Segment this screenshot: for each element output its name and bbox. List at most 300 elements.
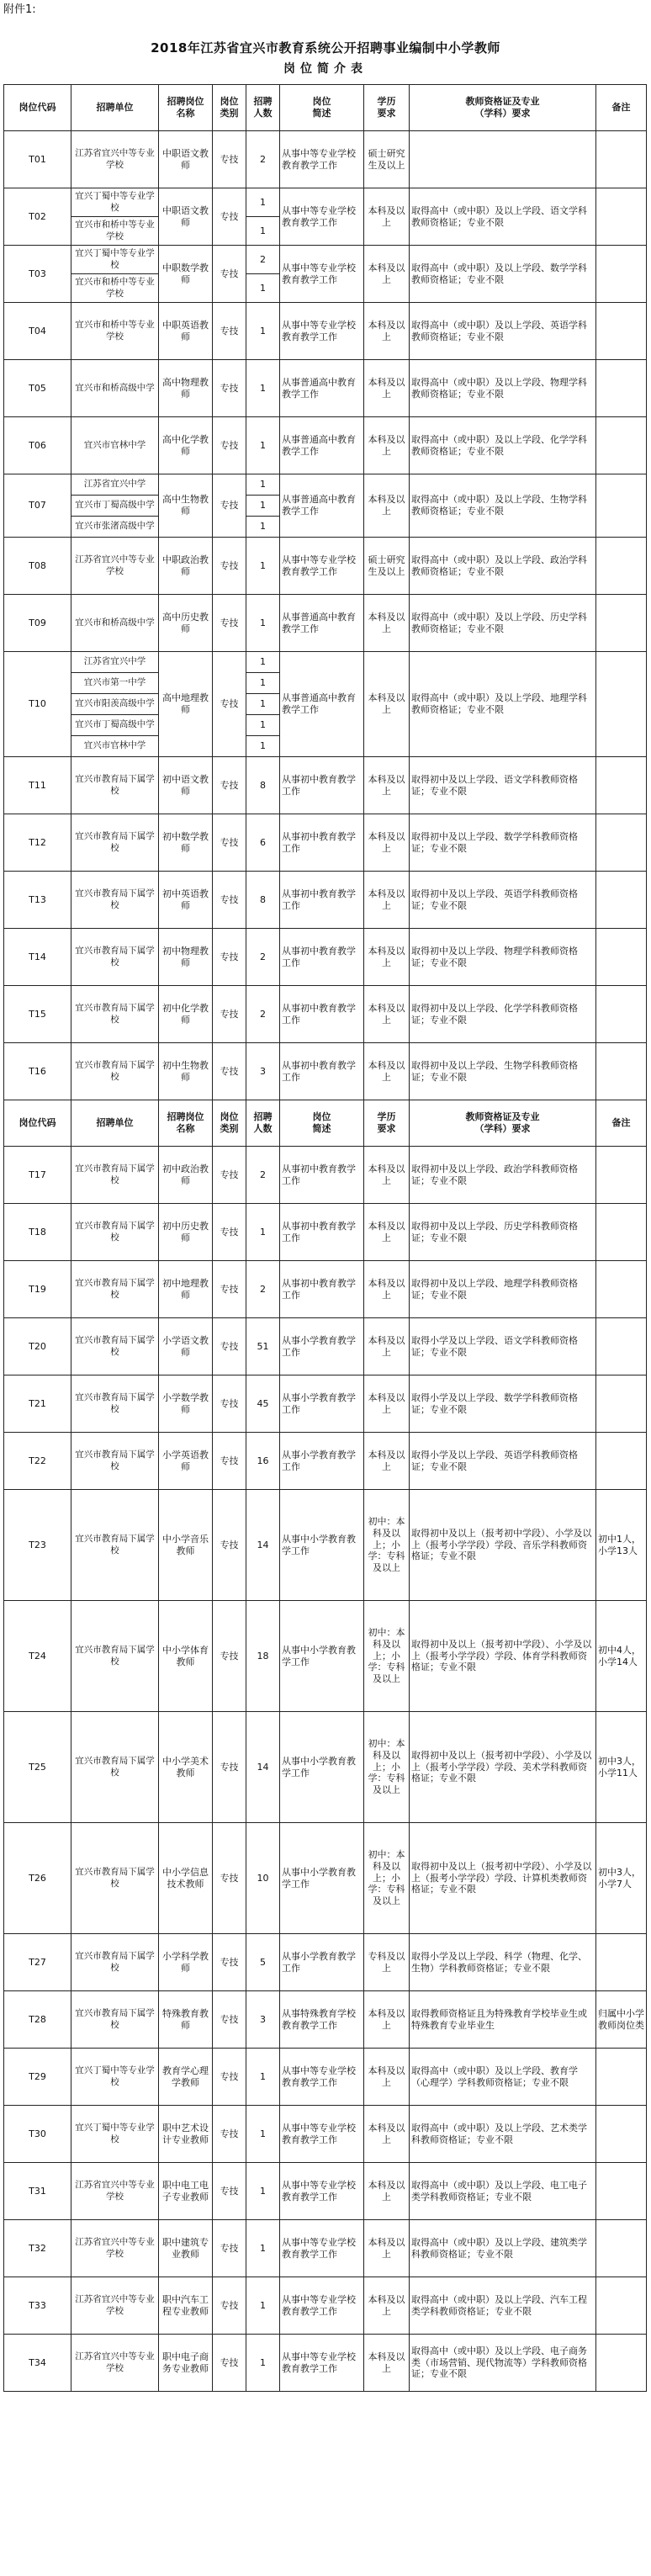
qualification-requirement: 取得初中及以上学段、历史学科教师资格证；专业不限 [410,1204,596,1261]
recruiting-unit: 江苏省宜兴中等专业学校 [71,2163,159,2220]
position-code: T30 [4,2106,71,2163]
education-requirement: 初中：本科及以上；小学：专科及以上 [364,1490,410,1601]
position-type: 专技 [213,652,246,757]
position-code: T26 [4,1823,71,1934]
education-requirement: 本科及以上 [364,2163,410,2220]
recruit-count: 1 [246,303,280,360]
recruiting-unit: 宜兴市教育局下属学校 [71,929,159,986]
position-duty: 从事中等专业学校教育教学工作 [280,538,364,595]
position-type: 专技 [213,2277,246,2335]
recruiting-unit: 宜兴丁蜀中等专业学校 [71,188,159,217]
header-count [246,85,280,131]
education-requirement: 本科及以上 [364,2335,410,2392]
recruiting-unit: 宜兴市丁蜀高级中学 [71,496,159,517]
education-requirement: 初中：本科及以上；小学：专科及以上 [364,1712,410,1823]
header-position-name [159,1100,213,1147]
recruit-count: 1 [246,715,280,736]
education-requirement: 本科及以上 [364,1433,410,1490]
document-subtitle: 岗位简介表 [283,62,368,76]
position-code: T08 [4,538,71,595]
position-duty: 从事特殊教育学校教育教学工作 [280,1991,364,2049]
header-position-type-top: 岗位 [220,1111,239,1123]
position-code: T02 [4,188,71,246]
remark [596,872,647,929]
education-requirement: 初中：本科及以上；小学：专科及以上 [364,1601,410,1712]
position-code: T11 [4,757,71,814]
qualification-requirement: 取得高中（或中职）及以上学段、生物学科教师资格证；专业不限 [410,474,596,538]
qualification-requirement: 取得高中（或中职）及以上学段、电子商务类（市场营销、现代物流等）学科教师资格证；专业不限 [410,2335,596,2392]
recruiting-unit: 江苏省宜兴中等专业学校 [71,538,159,595]
header-position-name-bottom: 名称 [176,1123,195,1134]
position-duty: 从事初中教育教学工作 [280,929,364,986]
remark [596,2049,647,2106]
recruiting-unit: 宜兴市张渚高级中学 [71,517,159,538]
header-duty-top: 岗位 [312,96,331,108]
position-code: T16 [4,1043,71,1100]
position-type: 专技 [213,303,246,360]
position-duty: 从事中等专业学校教育教学工作 [280,131,364,188]
recruiting-unit: 宜兴市教育局下属学校 [71,1934,159,1991]
position-code: T18 [4,1204,71,1261]
education-requirement: 本科及以上 [364,652,410,757]
position-duty: 从事普通高中教育教学工作 [280,595,364,652]
remark [596,1204,647,1261]
education-requirement: 初中：本科及以上；小学：专科及以上 [364,1823,410,1934]
position-name: 高中物理教师 [159,360,213,417]
position-duty: 从事普通高中教育教学工作 [280,652,364,757]
table-row [4,538,647,595]
recruiting-unit: 宜兴市和桥中等专业学校 [71,217,159,246]
header-education-top: 学历 [377,96,396,108]
header-note: 备注 [596,1100,647,1147]
education-requirement: 本科及以上 [364,2106,410,2163]
qualification-requirement: 取得高中（或中职）及以上学段、电工电子类学科教师资格证；专业不限 [410,2163,596,2220]
position-code: T14 [4,929,71,986]
position-name: 高中历史教师 [159,595,213,652]
education-requirement: 硕士研究生及以上 [364,131,410,188]
recruiting-unit: 江苏省宜兴中等专业学校 [71,131,159,188]
qualification-requirement: 取得小学及以上学段、语文学科教师资格证；专业不限 [410,1318,596,1375]
recruit-count: 5 [246,1934,280,1991]
qualification-requirement: 取得小学及以上学段、数学学科教师资格证；专业不限 [410,1375,596,1433]
position-type: 专技 [213,188,246,246]
position-code: T09 [4,595,71,652]
recruit-count: 8 [246,757,280,814]
education-requirement: 本科及以上 [364,1204,410,1261]
remark: 初中1人，小学13人 [596,1490,647,1601]
remark [596,1261,647,1318]
position-code: T25 [4,1712,71,1823]
position-code: T32 [4,2220,71,2277]
position-type: 专技 [213,2106,246,2163]
position-name: 中职政治教师 [159,538,213,595]
recruiting-unit: 宜兴丁蜀中等专业学校 [71,2106,159,2163]
remark [596,1934,647,1991]
remark [596,652,647,757]
recruiting-unit: 宜兴市官林中学 [71,417,159,474]
recruit-count: 3 [246,1043,280,1100]
position-type: 专技 [213,2335,246,2392]
header-count-top: 招聘 [253,1111,273,1123]
position-type: 专技 [213,1261,246,1318]
position-type: 专技 [213,1043,246,1100]
education-requirement: 本科及以上 [364,303,410,360]
recruit-count: 1 [246,736,280,757]
education-requirement: 本科及以上 [364,360,410,417]
position-code: T21 [4,1375,71,1433]
position-name: 初中政治教师 [159,1147,213,1204]
position-code: T28 [4,1991,71,2049]
position-type: 专技 [213,814,246,872]
qualification-requirement: 取得初中及以上学段、政治学科教师资格证；专业不限 [410,1147,596,1204]
recruiting-unit: 宜兴丁蜀中等专业学校 [71,2049,159,2106]
position-duty: 从事中等专业学校教育教学工作 [280,188,364,246]
position-duty: 从事普通高中教育教学工作 [280,474,364,538]
recruit-count: 3 [246,1991,280,2049]
position-code: T23 [4,1490,71,1601]
recruit-count: 2 [246,1261,280,1318]
position-duty: 从事初中教育教学工作 [280,1147,364,1204]
header-position-type [213,1100,246,1147]
position-duty: 从事中等专业学校教育教学工作 [280,303,364,360]
education-requirement: 本科及以上 [364,1147,410,1204]
header-position-name [159,85,213,131]
qualification-requirement: 取得初中及以上学段、数学学科教师资格证；专业不限 [410,814,596,872]
qualification-requirement: 取得小学及以上学段、英语学科教师资格证；专业不限 [410,1433,596,1490]
position-type: 专技 [213,1433,246,1490]
position-code: T34 [4,2335,71,2392]
education-requirement: 本科及以上 [364,2277,410,2335]
remark [596,1318,647,1375]
qualification-requirement: 取得小学及以上学段、科学（物理、化学、生物）学科教师资格证；专业不限 [410,1934,596,1991]
document-title: 2018年江苏省宜兴市教育系统公开招聘事业编制中小学教师 [151,40,500,56]
position-type: 专技 [213,986,246,1043]
recruiting-unit: 宜兴市教育局下属学校 [71,1375,159,1433]
header-qualification [410,1100,596,1147]
qualification-requirement: 取得初中及以上学段、物理学科教师资格证；专业不限 [410,929,596,986]
recruiting-unit: 宜兴市教育局下属学校 [71,1147,159,1204]
table-row [4,1318,647,1375]
remark [596,360,647,417]
position-duty: 从事中小学教育教学工作 [280,1712,364,1823]
education-requirement: 本科及以上 [364,474,410,538]
position-code: T31 [4,2163,71,2220]
recruit-count: 1 [246,517,280,538]
remark [596,929,647,986]
table-row [4,1375,647,1433]
table-row [4,1043,647,1100]
position-duty: 从事中等专业学校教育教学工作 [280,2335,364,2392]
table-row [4,929,647,986]
recruit-count: 6 [246,814,280,872]
position-code: T27 [4,1934,71,1991]
position-type: 专技 [213,1147,246,1204]
position-name: 小学科学教师 [159,1934,213,1991]
recruit-count: 2 [246,929,280,986]
qualification-requirement: 取得高中（或中职）及以上学段、物理学科教师资格证；专业不限 [410,360,596,417]
remark [596,474,647,538]
table-row [4,188,647,217]
position-name: 高中地理教师 [159,652,213,757]
remark [596,595,647,652]
recruiting-unit: 宜兴市教育局下属学校 [71,757,159,814]
position-code: T05 [4,360,71,417]
remark [596,1043,647,1100]
position-name: 初中语文教师 [159,757,213,814]
position-code: T22 [4,1433,71,1490]
remark [596,757,647,814]
remark: 归属中小学教师岗位类 [596,1991,647,2049]
recruiting-unit: 宜兴丁蜀中等专业学校 [71,246,159,274]
remark [596,2220,647,2277]
position-type: 专技 [213,1204,246,1261]
header-position-type-bottom: 类别 [220,108,239,119]
recruiting-unit: 宜兴市教育局下属学校 [71,986,159,1043]
position-type: 专技 [213,360,246,417]
remark [596,1147,647,1204]
qualification-requirement: 取得高中（或中职）及以上学段、语文学科教师资格证；专业不限 [410,188,596,246]
header-education-bottom: 要求 [377,108,396,119]
position-name: 中小学体育教师 [159,1601,213,1712]
position-code: T20 [4,1318,71,1375]
position-duty: 从事初中教育教学工作 [280,986,364,1043]
position-name: 高中化学教师 [159,417,213,474]
table-row [4,1934,647,1991]
header-position-type-top: 岗位 [220,96,239,108]
qualification-requirement: 取得高中（或中职）及以上学段、历史学科教师资格证；专业不限 [410,595,596,652]
attachment-label: 附件1: [3,3,36,16]
table-row [4,1261,647,1318]
recruit-count: 1 [246,496,280,517]
position-code: T03 [4,246,71,303]
position-code: T06 [4,417,71,474]
table-row [4,2277,647,2335]
table-row [4,2163,647,2220]
table-row [4,131,647,188]
recruiting-unit: 宜兴市教育局下属学校 [71,872,159,929]
position-name: 中职数学教师 [159,246,213,303]
remark: 初中3人，小学7人 [596,1823,647,1934]
position-type: 专技 [213,2049,246,2106]
position-duty: 从事普通高中教育教学工作 [280,417,364,474]
header-count-top: 招聘 [253,96,273,108]
remark [596,2277,647,2335]
position-duty: 从事初中教育教学工作 [280,757,364,814]
table-row [4,1204,647,1261]
header-position-name-top: 招聘岗位 [167,96,204,108]
table-row [4,360,647,417]
position-code: T24 [4,1601,71,1712]
position-duty: 从事中等专业学校教育教学工作 [280,2106,364,2163]
remark [596,131,647,188]
table-row [4,2335,647,2392]
education-requirement: 硕士研究生及以上 [364,538,410,595]
position-type: 专技 [213,1934,246,1991]
position-name: 初中数学教师 [159,814,213,872]
position-name: 小学数学教师 [159,1375,213,1433]
recruit-count: 1 [246,417,280,474]
recruit-count: 1 [246,360,280,417]
position-name: 职中汽车工程专业教师 [159,2277,213,2335]
education-requirement: 本科及以上 [364,246,410,303]
header-education-top: 学历 [377,1111,396,1123]
position-duty: 从事初中教育教学工作 [280,1204,364,1261]
recruit-count: 10 [246,1823,280,1934]
position-name: 中小学美术教师 [159,1712,213,1823]
remark [596,2335,647,2392]
education-requirement: 本科及以上 [364,188,410,246]
table-row [4,595,647,652]
header-qualification-top: 教师资格证及专业 [465,1111,540,1123]
table-header-row [4,85,647,131]
table-row [4,246,647,274]
qualification-requirement: 取得高中（或中职）及以上学段、地理学科教师资格证；专业不限 [410,652,596,757]
recruit-count: 1 [246,652,280,673]
remark [596,303,647,360]
recruit-count: 2 [246,246,280,274]
recruit-count: 1 [246,2106,280,2163]
position-name: 高中生物教师 [159,474,213,538]
header-qualification [410,85,596,131]
table-row [4,1601,647,1712]
recruiting-unit: 宜兴市教育局下属学校 [71,1601,159,1712]
qualification-requirement: 取得高中（或中职）及以上学段、政治学科教师资格证；专业不限 [410,538,596,595]
qualification-requirement: 取得初中及以上学段、地理学科教师资格证；专业不限 [410,1261,596,1318]
position-duty: 从事初中教育教学工作 [280,1043,364,1100]
position-type: 专技 [213,1601,246,1712]
qualification-requirement: 取得高中（或中职）及以上学段、汽车工程类学科教师资格证；专业不限 [410,2277,596,2335]
recruit-count: 1 [246,2163,280,2220]
position-code: T12 [4,814,71,872]
recruit-count: 1 [246,2049,280,2106]
position-name: 小学英语教师 [159,1433,213,1490]
position-name: 特殊教育教师 [159,1991,213,2049]
position-name: 中职英语教师 [159,303,213,360]
recruiting-unit: 宜兴市丁蜀高级中学 [71,715,159,736]
position-name: 教育学心理学教师 [159,2049,213,2106]
education-requirement: 专科及以上 [364,1934,410,1991]
table-row [4,417,647,474]
header-education-bottom: 要求 [377,1123,396,1134]
positions-table [3,84,647,2392]
header-duty [280,1100,364,1147]
header-qualification-bottom: （学科）要求 [474,1123,531,1134]
position-duty: 从事中等专业学校教育教学工作 [280,2163,364,2220]
header-education [364,85,410,131]
recruit-count: 1 [246,673,280,694]
table-row [4,757,647,814]
recruiting-unit: 宜兴市教育局下属学校 [71,1823,159,1934]
qualification-requirement: 取得高中（或中职）及以上学段、化学学科教师资格证；专业不限 [410,417,596,474]
header-qualification-bottom: （学科）要求 [474,108,531,119]
education-requirement: 本科及以上 [364,1375,410,1433]
recruiting-unit: 江苏省宜兴中等专业学校 [71,2220,159,2277]
position-code: T10 [4,652,71,757]
remark [596,188,647,246]
position-type: 专技 [213,2163,246,2220]
recruiting-unit: 宜兴市教育局下属学校 [71,1433,159,1490]
position-duty: 从事中小学教育教学工作 [280,1823,364,1934]
position-name: 初中物理教师 [159,929,213,986]
recruiting-unit: 宜兴市教育局下属学校 [71,1712,159,1823]
education-requirement: 本科及以上 [364,986,410,1043]
remark [596,2106,647,2163]
table-row [4,1991,647,2049]
recruit-count: 1 [246,538,280,595]
table-row [4,474,647,496]
recruit-count: 2 [246,986,280,1043]
header-duty-bottom: 简述 [312,108,331,119]
position-duty: 从事中等专业学校教育教学工作 [280,246,364,303]
recruit-count: 1 [246,2277,280,2335]
header-qualification-top: 教师资格证及专业 [465,96,540,108]
table-header-row [4,1100,647,1147]
position-code: T17 [4,1147,71,1204]
table-row [4,652,647,673]
recruit-count: 18 [246,1601,280,1712]
education-requirement: 本科及以上 [364,929,410,986]
position-type: 专技 [213,929,246,986]
qualification-requirement: 取得高中（或中职）及以上学段、教育学（心理学）学科教师资格证；专业不限 [410,2049,596,2106]
qualification-requirement: 取得初中及以上（报考初中学段）、小学及以上（报考小学学段）学段、音乐学科教师资格证；专业不限 [410,1490,596,1601]
remark: 初中4人，小学14人 [596,1601,647,1712]
header-education [364,1100,410,1147]
position-type: 专技 [213,538,246,595]
qualification-requirement: 取得高中（或中职）及以上学段、建筑类学科教师资格证；专业不限 [410,2220,596,2277]
recruiting-unit: 宜兴市教育局下属学校 [71,1043,159,1100]
position-type: 专技 [213,2220,246,2277]
header-duty-bottom: 简述 [312,1123,331,1134]
education-requirement: 本科及以上 [364,1991,410,2049]
education-requirement: 本科及以上 [364,872,410,929]
qualification-requirement: 取得初中及以上学段、英语学科教师资格证；专业不限 [410,872,596,929]
table-row [4,1823,647,1934]
position-code: T29 [4,2049,71,2106]
recruiting-unit: 宜兴市和桥中等专业学校 [71,303,159,360]
recruit-count: 14 [246,1490,280,1601]
position-name: 小学语文教师 [159,1318,213,1375]
recruit-count: 16 [246,1433,280,1490]
recruiting-unit: 宜兴市教育局下属学校 [71,1318,159,1375]
position-name: 中小学音乐教师 [159,1490,213,1601]
header-duty [280,85,364,131]
position-duty: 从事小学教育教学工作 [280,1375,364,1433]
education-requirement: 本科及以上 [364,1043,410,1100]
remark [596,986,647,1043]
recruit-count: 1 [246,217,280,246]
education-requirement: 本科及以上 [364,1318,410,1375]
header-count-bottom: 人数 [253,1123,273,1134]
position-name: 职中电工电子专业教师 [159,2163,213,2220]
table-row [4,814,647,872]
position-code: T15 [4,986,71,1043]
position-type: 专技 [213,1823,246,1934]
recruiting-unit: 宜兴市教育局下属学校 [71,1261,159,1318]
qualification-requirement: 取得初中及以上（报考初中学段）、小学及以上（报考小学学段）学段、计算机类教师资格证；专业不限 [410,1823,596,1934]
education-requirement: 本科及以上 [364,2220,410,2277]
position-type: 专技 [213,417,246,474]
table-row [4,1147,647,1204]
recruit-count: 1 [246,474,280,496]
position-type: 专技 [213,131,246,188]
qualification-requirement: 取得初中及以上（报考初中学段）、小学及以上（报考小学学段）学段、体育学科教师资格证；专业不限 [410,1601,596,1712]
table-row [4,303,647,360]
qualification-requirement: 取得高中（或中职）及以上学段、英语学科教师资格证；专业不限 [410,303,596,360]
recruiting-unit: 宜兴市教育局下属学校 [71,814,159,872]
position-type: 专技 [213,1375,246,1433]
education-requirement: 本科及以上 [364,417,410,474]
header-position-type-bottom: 类别 [220,1123,239,1134]
